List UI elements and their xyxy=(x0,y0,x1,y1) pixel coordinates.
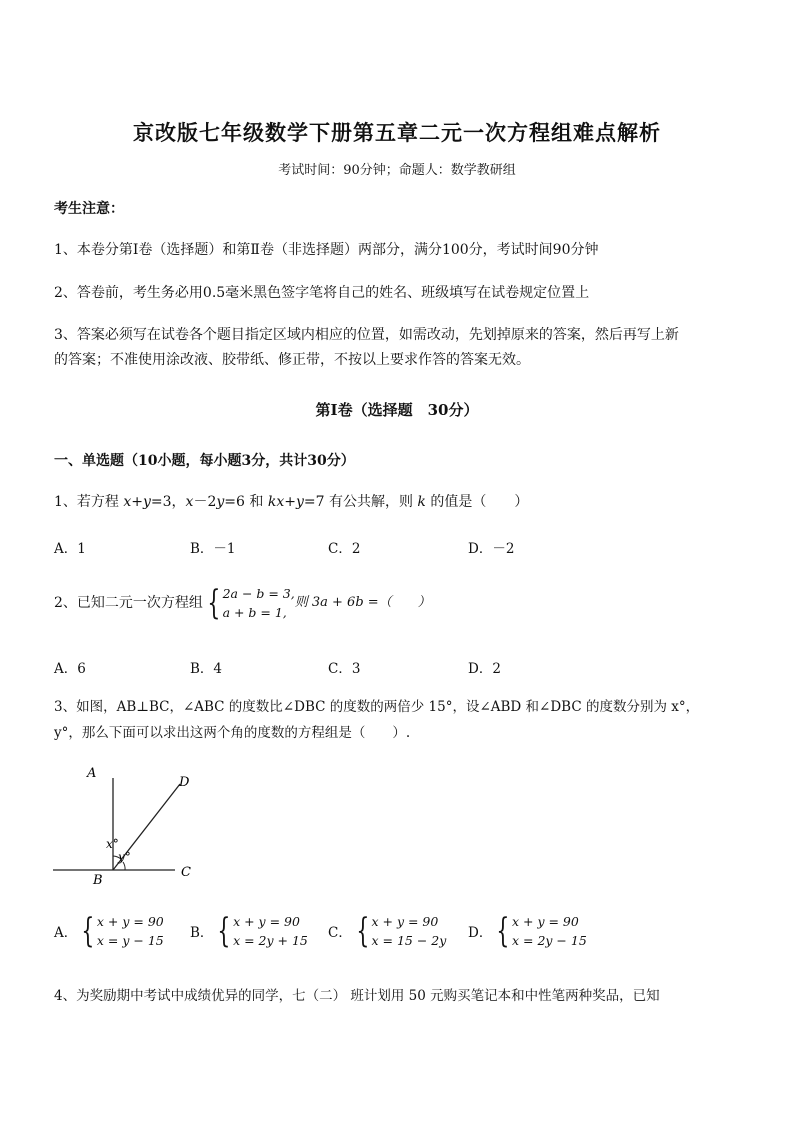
q3-option-c-system xyxy=(352,912,446,950)
q1-prefix: 1、若方程 xyxy=(54,494,124,510)
q1-eq2-mid: －2 xyxy=(193,494,217,510)
q3-d-row-2: x = 2y − 15 xyxy=(511,933,587,948)
q3-a-row-2: x = y − 15 xyxy=(96,933,164,948)
label-y: y° xyxy=(118,850,131,864)
q1-eq2: x xyxy=(185,494,194,510)
brace-icon: { xyxy=(81,911,95,951)
q2-option-a[interactable]: A．6 xyxy=(54,661,86,677)
label-d: D xyxy=(179,775,190,790)
label-a: A xyxy=(87,766,97,781)
q1-eq3-rest: =7 有公共解，则 xyxy=(303,494,418,510)
q1-option-d[interactable]: D．－2 xyxy=(468,541,515,557)
q1-eq1-rest: =3， xyxy=(150,494,186,510)
q3-a-row-1: x + y = 90 xyxy=(96,914,164,929)
q1-eq3: kx+y xyxy=(267,494,304,510)
question-1 xyxy=(54,492,528,512)
q2-row-1: 2a − b = 3, xyxy=(222,586,295,601)
q3-option-c[interactable] xyxy=(328,912,446,950)
q3-option-d-label: D． xyxy=(468,925,493,941)
q3-option-b-system xyxy=(213,912,307,950)
q3-option-a[interactable] xyxy=(54,912,164,950)
q3-option-d-system xyxy=(492,912,586,950)
q3-option-a-label: A． xyxy=(54,925,78,941)
notice-item-3: 3、答案必须写在试卷各个题目指定区域内相应的位置，如需改动，先划掉原来的答案，然后再写上新 xyxy=(54,327,679,343)
q3-option-a-system xyxy=(77,912,164,950)
q2-row-2: a + b = 1, xyxy=(222,605,287,620)
q1-suffix: 的值是（ ） xyxy=(425,494,529,510)
q1-k: k xyxy=(417,494,426,510)
q2-option-b[interactable]: B．4 xyxy=(190,661,223,677)
notice-item-1: 1、本卷分第Ⅰ卷（选择题）和第Ⅱ卷（非选择题）两部分，满分100分，考试时间90分钟 xyxy=(54,242,599,258)
q3-b-row-1: x + y = 90 xyxy=(233,914,300,929)
q1-eq2-var: y xyxy=(216,494,225,510)
q3-c-row-2: x = 15 − 2y xyxy=(371,933,447,948)
notice-heading: 考生注意： xyxy=(54,201,124,217)
label-x: x° xyxy=(106,837,119,851)
q3-option-b-label: B． xyxy=(190,925,214,941)
exam-subtitle: 考试时间：90分钟；命题人：数学教研组 xyxy=(278,163,516,178)
q3-option-b[interactable] xyxy=(190,912,308,950)
question-3-line-1: 3、如图，AB⊥BC，∠ABC 的度数比∠DBC 的度数的两倍少 15°，设∠ABD 和∠DBC 的度数分别为 x°， xyxy=(54,699,700,715)
notice-item-2: 2、答卷前，考生务必用0.5毫米黑色签字笔将自己的姓名、班级填写在试卷规定位置上 xyxy=(54,285,590,301)
page-title: 京改版七年级数学下册第五章二元一次方程组难点解析 xyxy=(133,120,661,145)
q3-option-d[interactable] xyxy=(468,912,587,950)
q3-d-row-1: x + y = 90 xyxy=(511,914,579,929)
q1-option-a[interactable]: A．1 xyxy=(54,541,86,557)
label-c: C xyxy=(181,865,191,880)
notice-item-3-cont: 的答案；不准使用涂改液、胶带纸、修正带，不按以上要求作答的答案无效。 xyxy=(54,352,530,368)
section-title: 第Ⅰ卷（选择题 30分） xyxy=(315,401,479,419)
question-2 xyxy=(54,584,431,622)
q2-option-c[interactable]: C．3 xyxy=(328,661,361,677)
angle-figure xyxy=(50,760,210,890)
q2-option-d[interactable]: D．2 xyxy=(468,661,501,677)
q3-option-c-label: C． xyxy=(328,925,352,941)
q1-option-b[interactable]: B．－1 xyxy=(190,541,236,557)
q3-b-row-2: x = 2y + 15 xyxy=(233,933,308,948)
q1-eq2-rest: =6 和 xyxy=(224,494,268,510)
q2-prefix: 2、已知二元一次方程组 xyxy=(54,595,203,611)
brace-icon: { xyxy=(207,583,221,623)
q2-suffix: 则 3a + 6b =（ ） xyxy=(294,595,431,610)
label-b: B xyxy=(93,873,103,888)
brace-icon: { xyxy=(496,911,510,951)
q2-equation-system xyxy=(203,584,295,622)
q1-eq1: x+y xyxy=(123,494,151,510)
question-3-line-2: y°，那么下面可以求出这两个角的度数的方程组是（ ）. xyxy=(54,725,411,741)
q3-c-row-1: x + y = 90 xyxy=(371,914,439,929)
part-heading: 一、单选题（10小题，每小题3分，共计30分） xyxy=(54,453,355,469)
brace-icon: { xyxy=(217,911,231,951)
question-4: 4、为奖励期中考试中成绩优异的同学，七（二） 班计划用 50 元购买笔记本和中性笔两种奖品，已知 xyxy=(54,988,660,1004)
brace-icon: { xyxy=(356,911,370,951)
q1-option-c[interactable]: C．2 xyxy=(328,541,361,557)
